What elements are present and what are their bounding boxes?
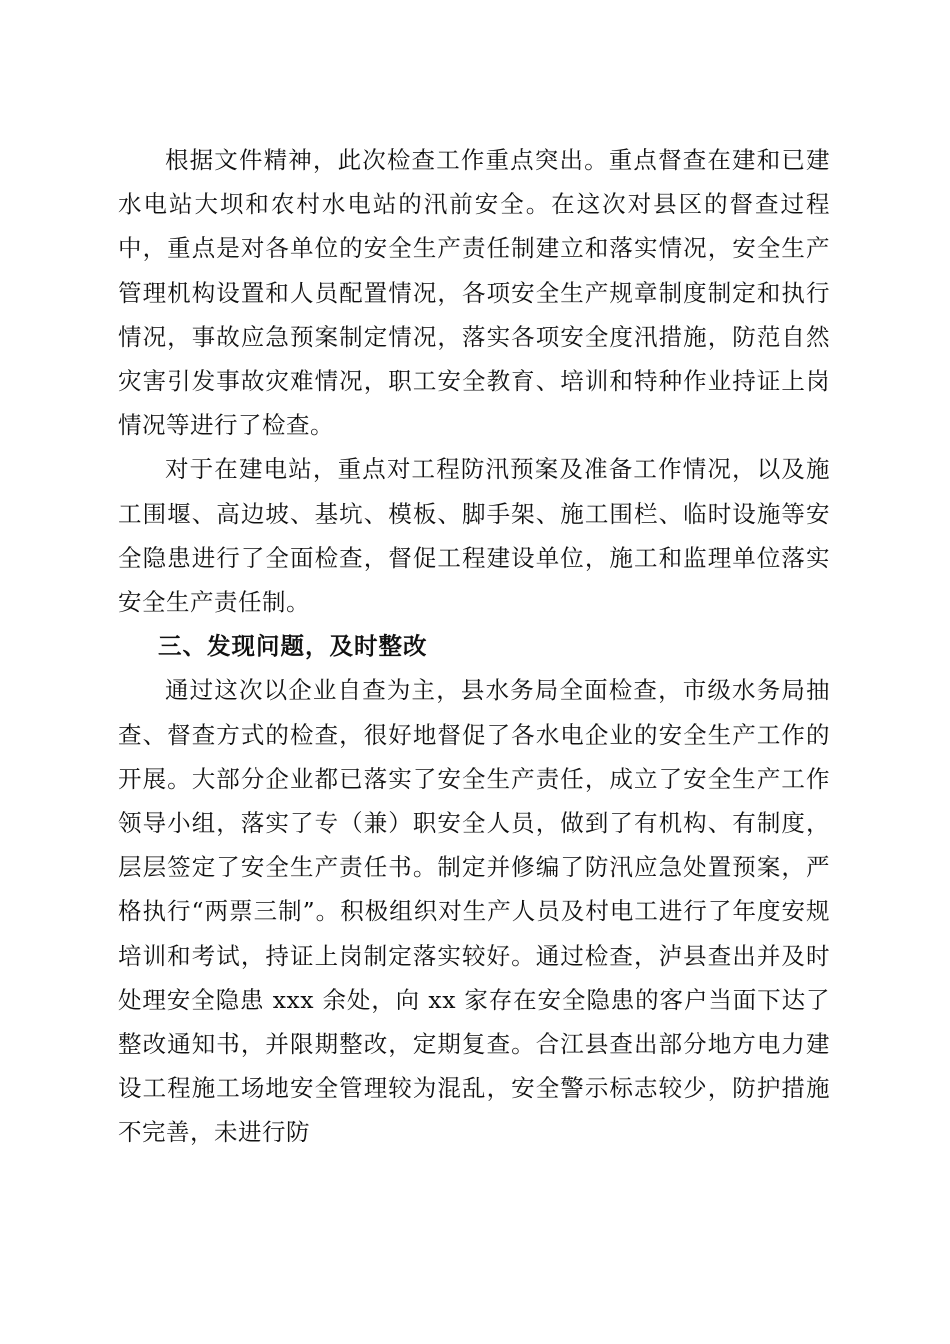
section-heading: 三、发现问题，及时整改: [158, 632, 428, 661]
document-page: [118, 138, 830, 1155]
paragraph-inspection-focus: 根据文件精神，此次检查工作重点突出。重点督查在建和已建水电站大坝和农村水电站的汛前安全。在这次对县区的督查过程中，重点是对各单位的安全生产责任制建立和落实情况，安全生产管理机构设置和人员配置情况，各项安全生产规章制度制定和执行情况，事故应急预案制定情况，落实各项安全度汛措施，防范自然灾害引发事故灾难情况，职工安全教育、培训和特种作业持证上岗情况等进行了检查。: [118, 146, 830, 440]
paragraph-construction-stations: 对于在建电站，重点对工程防汛预案及准备工作情况，以及施工围堰、高边坡、基坑、模板、脚手架、施工围栏、临时设施等安全隐患进行了全面检查，督促工程建设单位，施工和监理单位落实安全生产责任制。: [118, 455, 830, 617]
paragraph-findings: 通过这次以企业自查为主，县水务局全面检查，市级水务局抽查、督查方式的检查，很好地督促了各水电企业的安全生产工作的开展。大部分企业都已落实了安全生产责任，成立了安全生产工作领导小组，落实了专（兼）职安全人员，做到了有机构、有制度，层层签定了安全生产责任书。制定并修编了防汛应急处置预案，严格执行“两票三制”。积极组织对生产人员及村电工进行了年度安规培训和考试，持证上岗制定落实较好。通过检查，泸县查出并及时处理安全隐患 xxx 余处，向 xx 家存在安全隐患的客户当面下达了整改通知书，并限期整改，定期复查。合江县查出部分地方电力建设工程施工场地安全管理较为混乱，安全警示标志较少，防护措施不完善，未进行防: [118, 676, 830, 1147]
